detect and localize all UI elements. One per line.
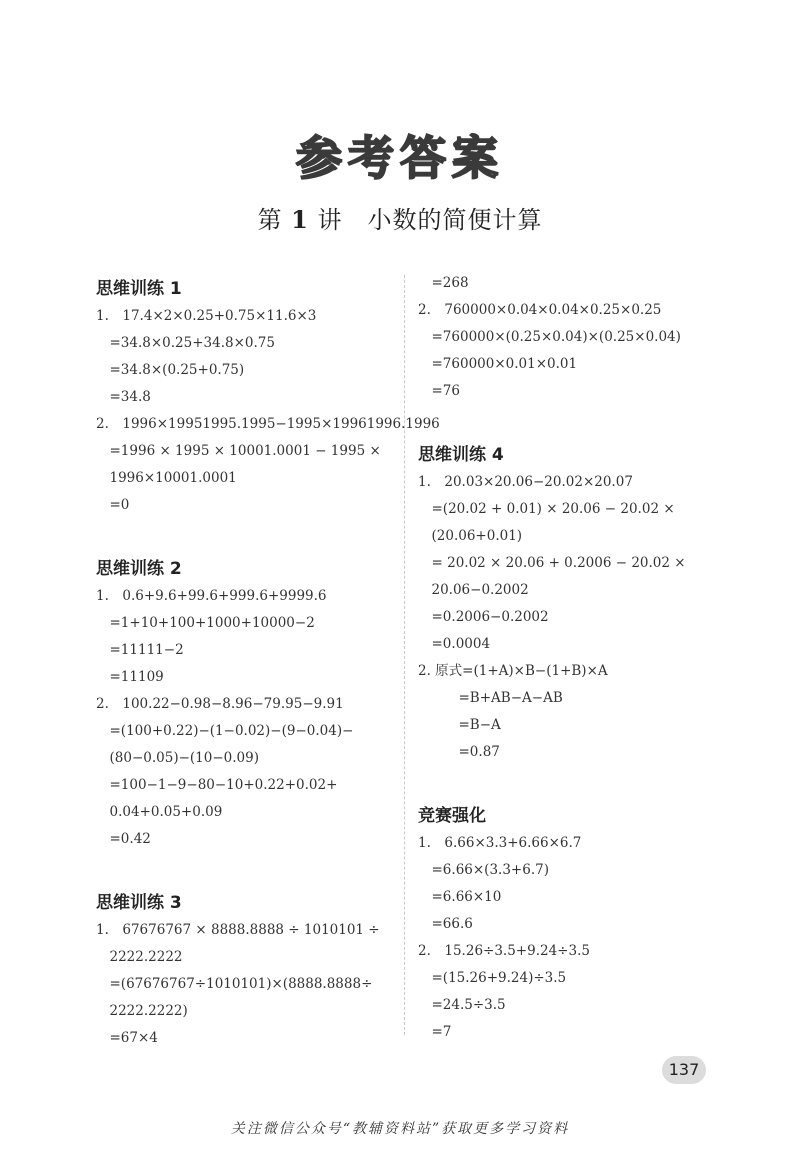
answer-line: 1. 0.6+9.6+99.6+999.6+9999.6 [96,588,327,604]
answer-line: =66.6 [418,916,473,932]
answer-line: (80−0.05)−(10−0.09) [96,750,259,766]
answer-line: = 20.02 × 20.06 + 0.2006 − 20.02 × [418,555,686,571]
answer-line: =67×4 [96,1030,158,1046]
answer-line: 1. 6.66×3.3+6.66×6.7 [418,835,582,851]
spacer [418,766,728,802]
answer-line: 2222.2222) [96,1003,188,1019]
answer-line: =100−1−9−80−10+0.22+0.02+ [96,777,338,793]
answer-line: 2. 15.26÷3.5+9.24÷3.5 [418,943,590,959]
answer-line: =11111−2 [96,642,184,658]
answer-line: =0.0004 [418,636,491,652]
answer-line: =268 [418,275,469,291]
answer-line: (20.06+0.01) [418,528,523,544]
answer-line: 2. 1996×19951995.1995−1995×19961996.1996 [96,416,440,432]
answer-line: =(20.02 + 0.01) × 20.06 − 20.02 × [418,501,675,517]
footer-note: 关注微信公众号“教辅资料站”获取更多学习资料 [230,1121,570,1137]
answer-line: 1996×10001.0001 [96,470,237,486]
spacer [96,853,406,889]
spacer [96,519,406,555]
answer-line: =(15.26+9.24)÷3.5 [418,970,567,986]
answer-line: =0 [96,497,130,513]
answer-line: 1. 17.4×2×0.25+0.75×11.6×3 [96,308,317,324]
answer-line: =11109 [96,669,164,685]
answer-line: =B−A [418,717,501,733]
answer-line: =760000×0.01×0.01 [418,356,578,372]
answer-line: 2. 100.22−0.98−8.96−79.95−9.91 [96,696,344,712]
answer-line: 1. 67676767 × 8888.8888 ÷ 1010101 ÷ [96,922,380,938]
lecture-title [0,200,800,235]
answer-line: =34.8×(0.25+0.75) [96,362,245,378]
page-number: 137 [662,1056,706,1084]
answer-line: =(67676767÷1010101)×(8888.8888÷ [96,976,373,992]
answer-line: =B+AB−A−AB [418,690,563,706]
answer-line: =34.8×0.25+34.8×0.75 [96,335,275,351]
section-title: 思维训练 2 [96,559,182,579]
answer-line: 20.06−0.2002 [418,582,529,598]
answer-line: =(100+0.22)−(1−0.02)−(9−0.04)− [96,723,354,739]
answer-line: =1+10+100+1000+10000−2 [96,615,315,631]
section-title: 思维训练 1 [96,279,182,299]
right-column [418,270,728,1046]
spacer [418,405,728,441]
left-column [96,275,440,1052]
answer-line: 0.04+0.05+0.09 [96,804,223,820]
answer-line: =0.42 [96,831,151,847]
answer-line: 2. 原式=(1+A)×B−(1+B)×A [418,663,608,679]
answer-line: =7 [418,1024,452,1040]
answer-line: =34.8 [96,389,151,405]
section-title: 竞赛强化 [418,806,486,826]
page-title: 参考答案 [296,131,504,185]
section-title: 思维训练 4 [418,445,504,465]
answer-line: 2222.2222 [96,949,183,965]
answer-line: =760000×(0.25×0.04)×(0.25×0.04) [418,329,681,345]
answer-line: =0.87 [418,744,500,760]
section-title: 思维训练 3 [96,893,182,913]
answer-line: =76 [418,383,460,399]
answer-line: =6.66×10 [418,889,502,905]
answer-line: =24.5÷3.5 [418,997,506,1013]
lecture-name: 讲 小数的简便计算 [317,206,543,234]
answer-line: =6.66×(3.3+6.7) [418,862,549,878]
lecture-number: 1 [291,205,309,234]
answer-line: 2. 760000×0.04×0.04×0.25×0.25 [418,302,662,318]
answer-line: 1. 20.03×20.06−20.02×20.07 [418,474,633,490]
lecture-prefix: 第 [257,206,283,234]
answer-line: =0.2006−0.2002 [418,609,549,625]
answer-line: =1996 × 1995 × 10001.0001 − 1995 × [96,443,381,459]
